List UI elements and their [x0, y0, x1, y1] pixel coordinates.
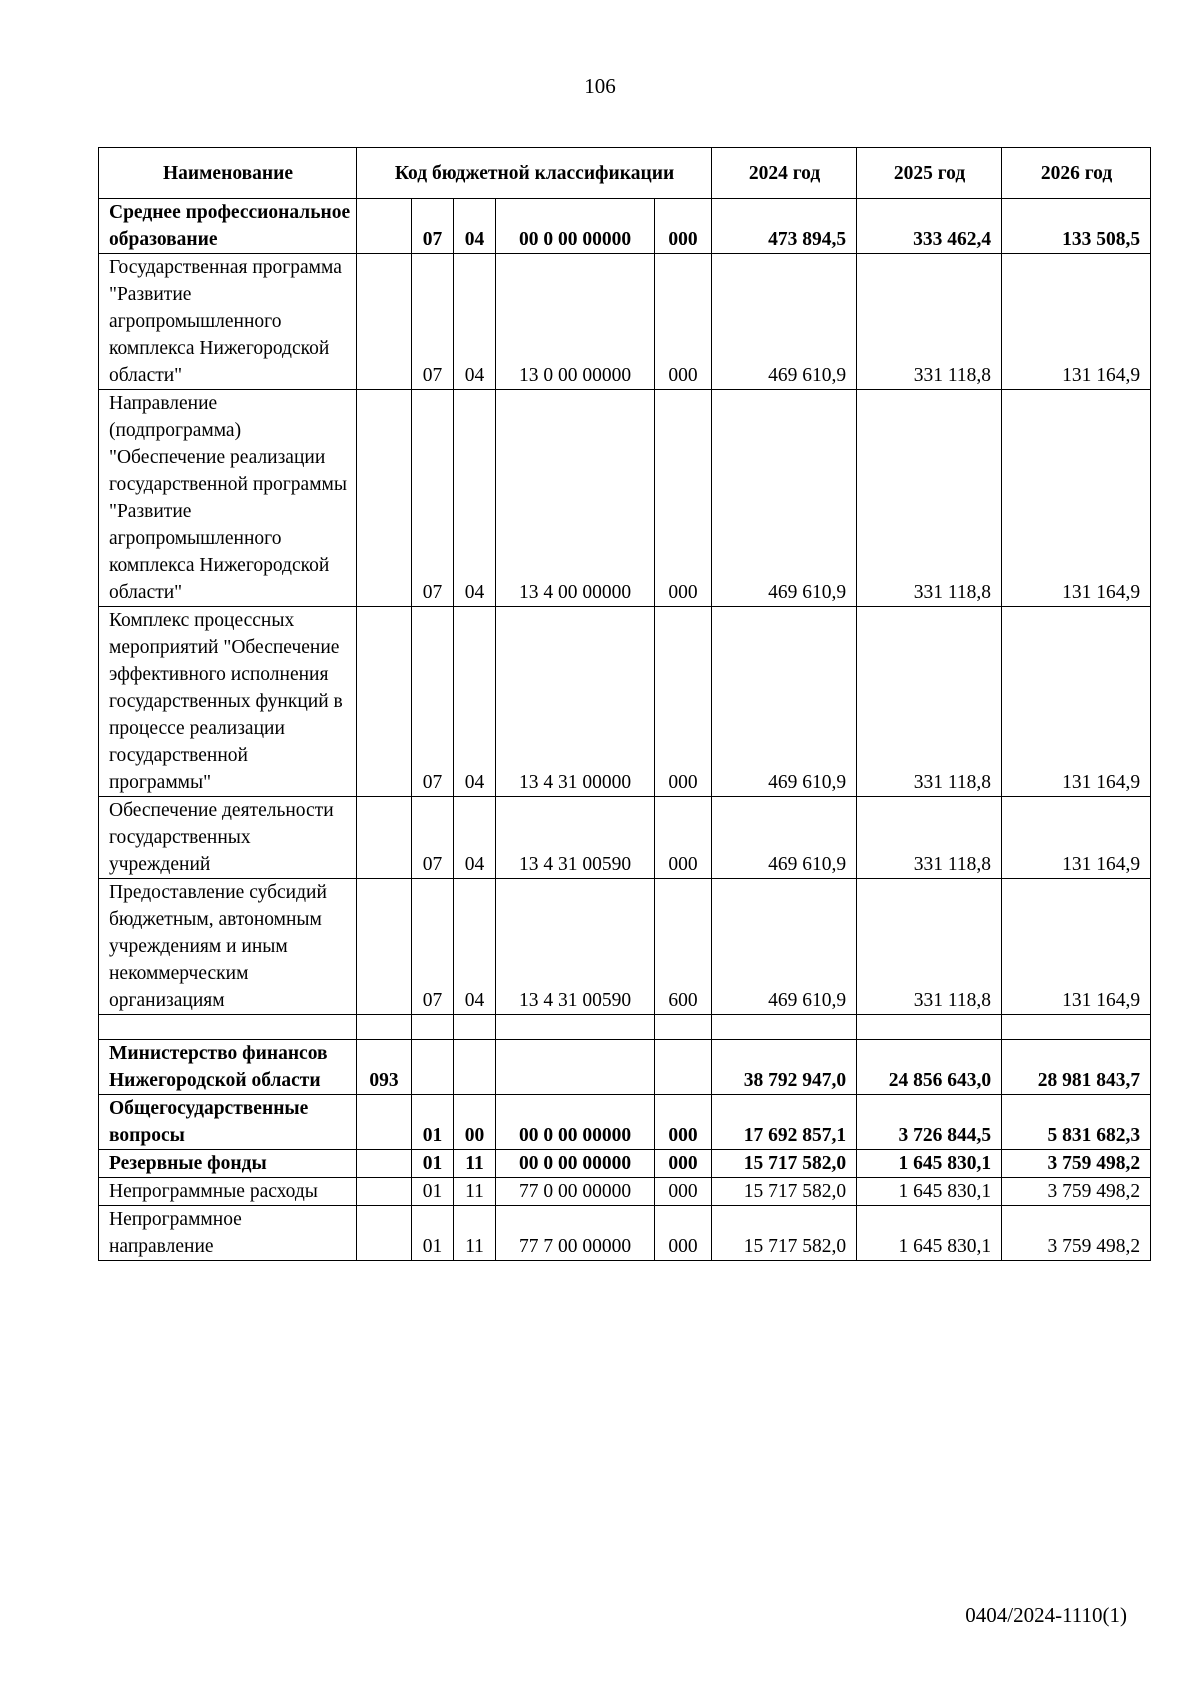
value-2026: 5 831 682,3 [1002, 1095, 1151, 1150]
value-2025: 3 726 844,5 [857, 1095, 1002, 1150]
code-target: 13 4 31 00590 [496, 879, 655, 1015]
table-row [99, 879, 1151, 1015]
header-row [99, 148, 1151, 199]
table-row [99, 254, 1151, 390]
code-ministry [357, 1206, 412, 1261]
value-2026: 3 759 498,2 [1002, 1150, 1151, 1178]
value-2024: 469 610,9 [712, 797, 857, 879]
code-section: 07 [412, 199, 454, 254]
value-2025: 331 118,8 [857, 390, 1002, 607]
value-2024: 15 717 582,0 [712, 1178, 857, 1206]
code-expense-type: 000 [655, 1206, 712, 1261]
value-2024: 38 792 947,0 [712, 1040, 857, 1095]
code-target [496, 1040, 655, 1095]
header-2026: 2026 год [1002, 148, 1151, 199]
value-2025: 331 118,8 [857, 607, 1002, 797]
code-subsection: 04 [454, 199, 496, 254]
header-2025: 2025 год [857, 148, 1002, 199]
row-name: Государственная программа "Развитие агропромышленного комплекса Нижегородской области" [99, 254, 357, 390]
code-subsection: 04 [454, 879, 496, 1015]
empty-cell [357, 1015, 412, 1040]
table-row [99, 1206, 1151, 1261]
code-subsection: 11 [454, 1178, 496, 1206]
code-section: 07 [412, 879, 454, 1015]
row-name: Направление (подпрограмма) "Обеспечение реализации государственной программы "Развитие агропромышленного комплекса Нижегородской области" [99, 390, 357, 607]
code-target: 77 0 00 00000 [496, 1178, 655, 1206]
code-target: 77 7 00 00000 [496, 1206, 655, 1261]
value-2026: 28 981 843,7 [1002, 1040, 1151, 1095]
header-name: Наименование [99, 148, 357, 199]
header-2024: 2024 год [712, 148, 857, 199]
code-ministry [357, 1178, 412, 1206]
code-section [412, 1040, 454, 1095]
code-target: 13 4 31 00590 [496, 797, 655, 879]
code-section: 01 [412, 1178, 454, 1206]
value-2024: 15 717 582,0 [712, 1150, 857, 1178]
spacer-row [99, 1015, 1151, 1040]
table-row [99, 390, 1151, 607]
empty-cell [99, 1015, 357, 1040]
row-name: Общегосударственные вопросы [99, 1095, 357, 1150]
table-row [99, 797, 1151, 879]
code-subsection: 04 [454, 390, 496, 607]
table-row [99, 1150, 1151, 1178]
value-2025: 333 462,4 [857, 199, 1002, 254]
value-2026: 3 759 498,2 [1002, 1206, 1151, 1261]
empty-cell [712, 1015, 857, 1040]
empty-cell [454, 1015, 496, 1040]
code-ministry [357, 254, 412, 390]
value-2025: 331 118,8 [857, 797, 1002, 879]
code-ministry [357, 879, 412, 1015]
code-target: 13 0 00 00000 [496, 254, 655, 390]
code-subsection [454, 1040, 496, 1095]
code-ministry [357, 390, 412, 607]
code-expense-type: 000 [655, 1178, 712, 1206]
code-section: 07 [412, 390, 454, 607]
code-section: 01 [412, 1095, 454, 1150]
code-subsection: 11 [454, 1206, 496, 1261]
value-2026: 3 759 498,2 [1002, 1178, 1151, 1206]
header-code: Код бюджетной классификации [357, 148, 712, 199]
code-ministry [357, 1150, 412, 1178]
value-2026: 131 164,9 [1002, 254, 1151, 390]
empty-cell [496, 1015, 655, 1040]
code-section: 07 [412, 797, 454, 879]
table-row [99, 199, 1151, 254]
value-2025: 331 118,8 [857, 879, 1002, 1015]
value-2024: 469 610,9 [712, 390, 857, 607]
code-section: 01 [412, 1206, 454, 1261]
table-row [99, 607, 1151, 797]
row-name: Непрограммное направление [99, 1206, 357, 1261]
code-ministry [357, 199, 412, 254]
code-ministry: 093 [357, 1040, 412, 1095]
row-name: Предоставление субсидий бюджетным, автономным учреждениям и иным некоммерческим организациям [99, 879, 357, 1015]
code-subsection: 04 [454, 797, 496, 879]
value-2025: 24 856 643,0 [857, 1040, 1002, 1095]
row-name: Среднее профессиональное образование [99, 199, 357, 254]
document-number: 0404/2024-1110(1) [965, 1603, 1127, 1627]
table-row [99, 1040, 1151, 1095]
value-2024: 15 717 582,0 [712, 1206, 857, 1261]
code-subsection: 04 [454, 254, 496, 390]
row-name: Обеспечение деятельности государственных учреждений [99, 797, 357, 879]
code-ministry [357, 607, 412, 797]
page-number: 106 [584, 74, 616, 98]
value-2026: 131 164,9 [1002, 390, 1151, 607]
code-expense-type: 000 [655, 390, 712, 607]
code-expense-type: 000 [655, 607, 712, 797]
code-target: 13 4 00 00000 [496, 390, 655, 607]
code-subsection: 11 [454, 1150, 496, 1178]
code-target: 00 0 00 00000 [496, 1150, 655, 1178]
code-ministry [357, 797, 412, 879]
code-subsection: 04 [454, 607, 496, 797]
code-expense-type: 000 [655, 199, 712, 254]
code-target: 00 0 00 00000 [496, 199, 655, 254]
empty-cell [1002, 1015, 1151, 1040]
value-2026: 133 508,5 [1002, 199, 1151, 254]
code-expense-type: 000 [655, 254, 712, 390]
code-expense-type: 600 [655, 879, 712, 1015]
code-subsection: 00 [454, 1095, 496, 1150]
value-2026: 131 164,9 [1002, 879, 1151, 1015]
value-2024: 469 610,9 [712, 254, 857, 390]
value-2026: 131 164,9 [1002, 797, 1151, 879]
code-target: 13 4 31 00000 [496, 607, 655, 797]
code-expense-type: 000 [655, 1095, 712, 1150]
code-target: 00 0 00 00000 [496, 1095, 655, 1150]
value-2025: 1 645 830,1 [857, 1150, 1002, 1178]
empty-cell [655, 1015, 712, 1040]
value-2025: 1 645 830,1 [857, 1178, 1002, 1206]
code-ministry [357, 1095, 412, 1150]
value-2024: 17 692 857,1 [712, 1095, 857, 1150]
row-name: Министерство финансов Нижегородской области [99, 1040, 357, 1095]
code-section: 01 [412, 1150, 454, 1178]
code-expense-type: 000 [655, 1150, 712, 1178]
code-section: 07 [412, 607, 454, 797]
value-2024: 473 894,5 [712, 199, 857, 254]
value-2025: 331 118,8 [857, 254, 1002, 390]
budget-table [98, 147, 1151, 1261]
code-expense-type [655, 1040, 712, 1095]
value-2025: 1 645 830,1 [857, 1206, 1002, 1261]
table-row [99, 1178, 1151, 1206]
code-section: 07 [412, 254, 454, 390]
table-row [99, 1095, 1151, 1150]
value-2024: 469 610,9 [712, 879, 857, 1015]
code-expense-type: 000 [655, 797, 712, 879]
empty-cell [857, 1015, 1002, 1040]
row-name: Комплекс процессных мероприятий "Обеспечение эффективного исполнения государственных функций в процессе реализации государственной программы" [99, 607, 357, 797]
row-name: Резервные фонды [99, 1150, 357, 1178]
value-2024: 469 610,9 [712, 607, 857, 797]
row-name: Непрограммные расходы [99, 1178, 357, 1206]
value-2026: 131 164,9 [1002, 607, 1151, 797]
empty-cell [412, 1015, 454, 1040]
